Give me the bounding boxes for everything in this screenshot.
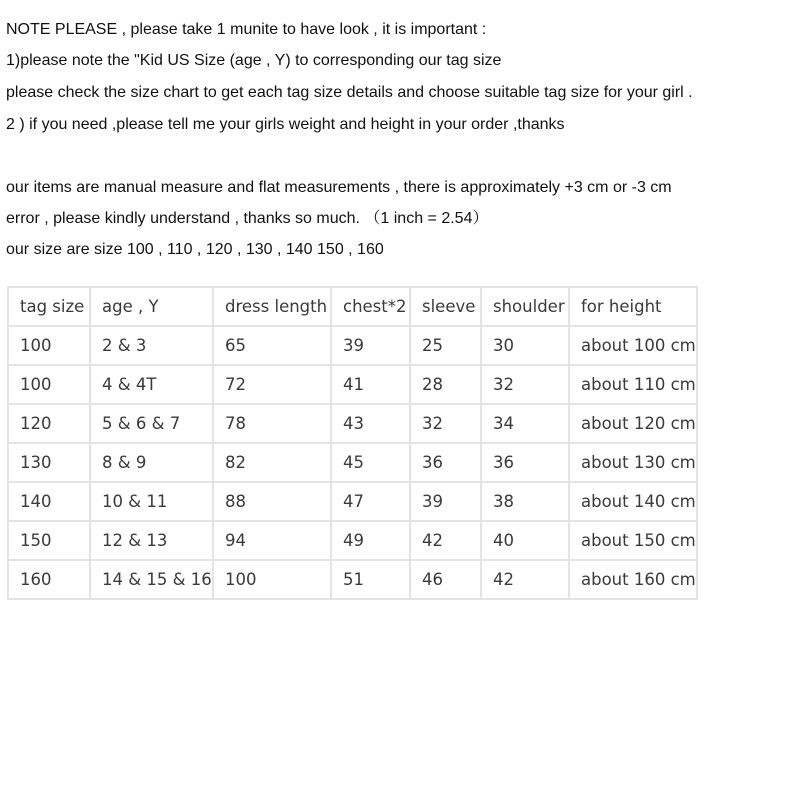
header-tag-size: tag size — [8, 287, 90, 326]
cell-chest: 43 — [331, 404, 410, 443]
cell-tag-size: 150 — [8, 521, 90, 560]
cell-sleeve: 36 — [410, 443, 481, 482]
cell-age: 12 & 13 — [90, 521, 213, 560]
note-sizes-list: our size are size 100 , 110 , 120 , 130 , 140 150 , 160 — [6, 241, 384, 258]
cell-sleeve: 39 — [410, 482, 481, 521]
cell-dress-length: 72 — [213, 365, 331, 404]
cell-chest: 47 — [331, 482, 410, 521]
table-row — [8, 365, 697, 404]
cell-tag-size: 100 — [8, 365, 90, 404]
header-shoulder: shoulder — [481, 287, 569, 326]
note-measurement: our items are manual measure and flat measurements , there is approximately +3 cm or -3 cm — [6, 179, 672, 196]
note-heading: NOTE PLEASE , please take 1 munite to have look , it is important : — [6, 21, 487, 38]
note-size-correspondence: 1)please note the "Kid US Size (age , Y) to corresponding our tag size — [6, 52, 502, 69]
cell-tag-size: 130 — [8, 443, 90, 482]
cell-age: 8 & 9 — [90, 443, 213, 482]
cell-sleeve: 42 — [410, 521, 481, 560]
cell-shoulder: 38 — [481, 482, 569, 521]
header-chest: chest*2 — [331, 287, 410, 326]
cell-sleeve: 46 — [410, 560, 481, 599]
cell-for-height: about 100 cm — [569, 326, 697, 365]
cell-for-height: about 140 cm — [569, 482, 697, 521]
cell-chest: 39 — [331, 326, 410, 365]
cell-age: 4 & 4T — [90, 365, 213, 404]
header-age: age , Y — [90, 287, 213, 326]
table-row — [8, 404, 697, 443]
table-row — [8, 521, 697, 560]
cell-sleeve: 32 — [410, 404, 481, 443]
cell-age: 2 & 3 — [90, 326, 213, 365]
table-row — [8, 326, 697, 365]
cell-sleeve: 25 — [410, 326, 481, 365]
cell-tag-size: 160 — [8, 560, 90, 599]
cell-dress-length: 82 — [213, 443, 331, 482]
size-chart-table — [7, 286, 698, 600]
cell-shoulder: 32 — [481, 365, 569, 404]
table-row — [8, 482, 697, 521]
cell-for-height: about 110 cm — [569, 365, 697, 404]
cell-shoulder: 36 — [481, 443, 569, 482]
cell-age: 14 & 15 & 16 — [90, 560, 213, 599]
cell-tag-size: 100 — [8, 326, 90, 365]
table-row — [8, 443, 697, 482]
cell-tag-size: 140 — [8, 482, 90, 521]
header-sleeve: sleeve — [410, 287, 481, 326]
cell-shoulder: 40 — [481, 521, 569, 560]
cell-shoulder: 30 — [481, 326, 569, 365]
cell-age: 5 & 6 & 7 — [90, 404, 213, 443]
table-header-row — [8, 287, 697, 326]
cell-chest: 41 — [331, 365, 410, 404]
cell-dress-length: 88 — [213, 482, 331, 521]
note-weight-height: 2 ) if you need ,please tell me your girls weight and height in your order ,thanks — [6, 116, 565, 133]
header-for-height: for height — [569, 287, 697, 326]
table-row — [8, 560, 697, 599]
note-error: error , please kindly understand , thanks so much. （1 inch = 2.54） — [6, 210, 489, 227]
cell-for-height: about 150 cm — [569, 521, 697, 560]
header-dress-length: dress length — [213, 287, 331, 326]
cell-for-height: about 160 cm — [569, 560, 697, 599]
note-check-chart: please check the size chart to get each tag size details and choose suitable tag size for your girl . — [6, 84, 693, 101]
cell-shoulder: 34 — [481, 404, 569, 443]
cell-shoulder: 42 — [481, 560, 569, 599]
cell-chest: 45 — [331, 443, 410, 482]
cell-sleeve: 28 — [410, 365, 481, 404]
cell-age: 10 & 11 — [90, 482, 213, 521]
cell-dress-length: 78 — [213, 404, 331, 443]
cell-dress-length: 100 — [213, 560, 331, 599]
cell-dress-length: 94 — [213, 521, 331, 560]
cell-for-height: about 130 cm — [569, 443, 697, 482]
cell-for-height: about 120 cm — [569, 404, 697, 443]
cell-dress-length: 65 — [213, 326, 331, 365]
cell-tag-size: 120 — [8, 404, 90, 443]
cell-chest: 51 — [331, 560, 410, 599]
cell-chest: 49 — [331, 521, 410, 560]
